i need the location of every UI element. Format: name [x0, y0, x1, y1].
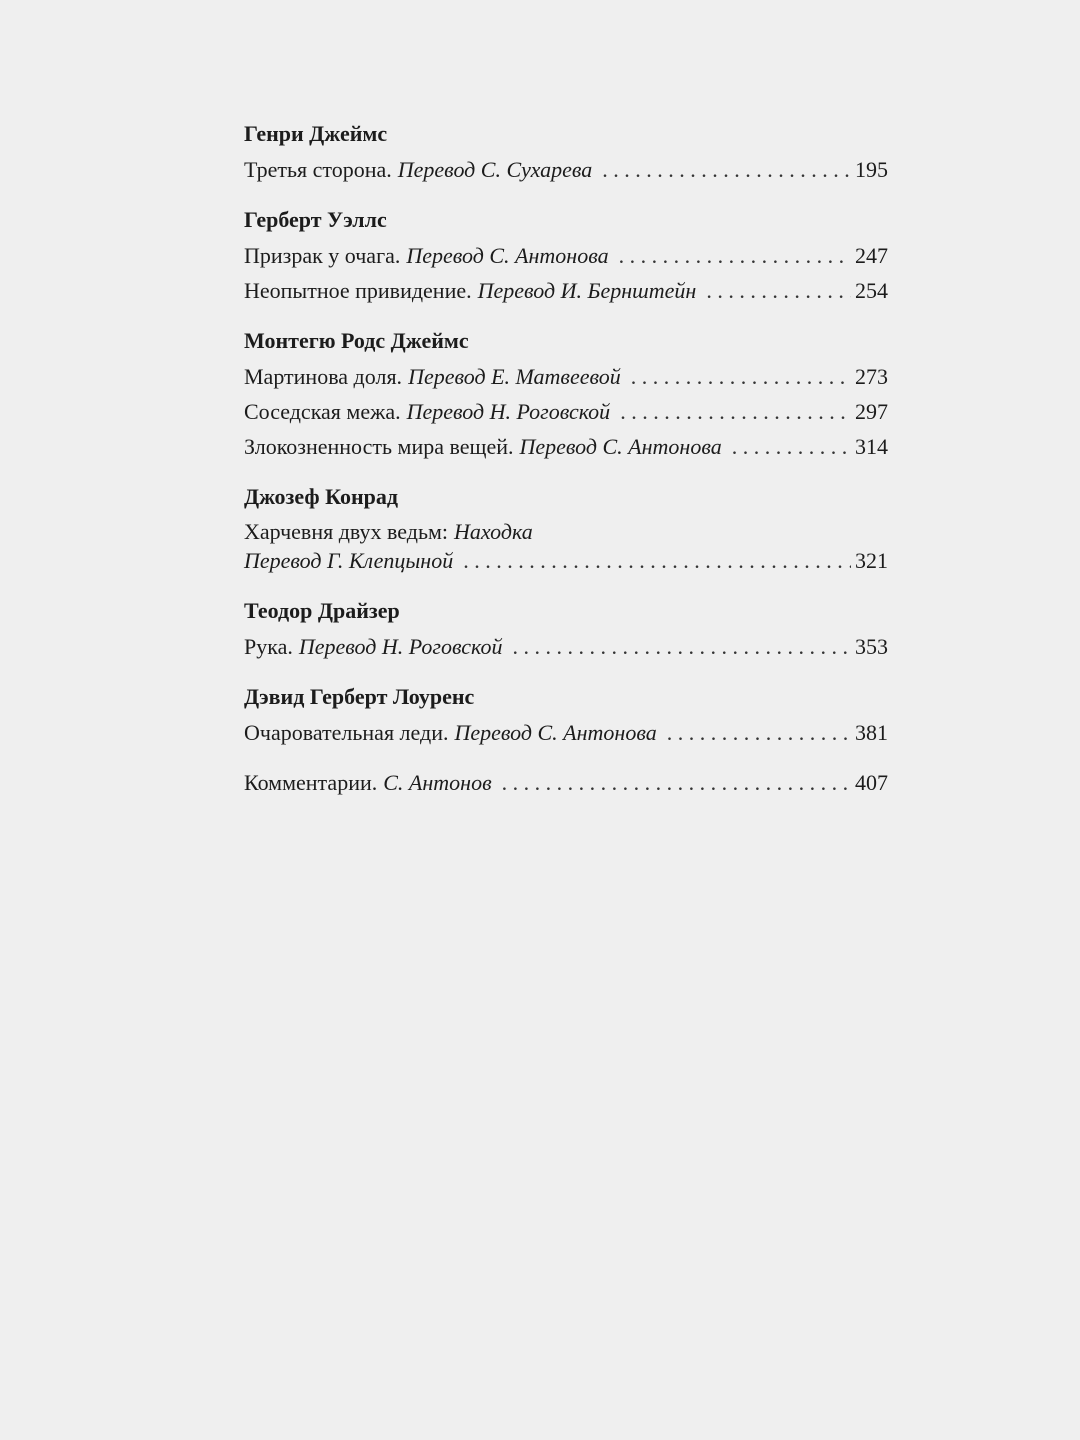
entry-title: Призрак у очага. [244, 243, 401, 268]
page-number: 254 [855, 278, 888, 303]
page-number: 353 [855, 634, 888, 659]
section-henry-james [244, 116, 888, 187]
section-david-herbert-lawrence [244, 679, 888, 750]
entry-subtitle: Находка [454, 519, 533, 544]
toc-entry[interactable] [244, 629, 888, 664]
entry-title: Соседская межа. [244, 399, 401, 424]
page-number: 321 [855, 548, 888, 573]
page-number: 195 [855, 157, 888, 182]
section-montague-rhodes-james [244, 323, 888, 464]
entry-title: Очаровательная леди. [244, 720, 449, 745]
page-number: 273 [855, 364, 888, 389]
dot-leader [706, 273, 851, 308]
page-number: 407 [855, 770, 888, 795]
dot-leader [620, 394, 851, 429]
toc-entry[interactable] [244, 543, 888, 578]
author-name: Джозеф Конрад [244, 484, 399, 509]
page-number: 314 [855, 434, 888, 459]
entry-translator: Перевод Н. Роговской [298, 634, 503, 659]
dot-leader [512, 629, 851, 664]
author-name: Герберт Уэллс [244, 207, 387, 232]
toc-entry[interactable] [244, 429, 888, 464]
toc-entry[interactable] [244, 238, 888, 273]
entry-title: Мартинова доля. [244, 364, 403, 389]
entry-translator: Перевод С. Антонова [406, 243, 609, 268]
entry-translator: С. Антонов [383, 770, 492, 795]
author-name: Монтегю Родс Джеймс [244, 328, 469, 353]
page-number: 297 [855, 399, 888, 424]
entry-title: Комментарии. [244, 770, 378, 795]
entry-translator: Перевод С. Антонова [454, 720, 657, 745]
section-theodore-dreiser [244, 593, 888, 664]
entry-translator: Перевод И. Бернштейн [477, 278, 697, 303]
page-number: 247 [855, 243, 888, 268]
author-name: Дэвид Герберт Лоуренс [244, 684, 475, 709]
entry-title: Третья сторона. [244, 157, 392, 182]
toc-entry[interactable] [244, 715, 888, 750]
entry-translator: Перевод С. Антонова [519, 434, 722, 459]
dot-leader [732, 429, 851, 464]
dot-leader [502, 765, 851, 800]
entry-translator: Перевод С. Сухарева [397, 157, 593, 182]
table-of-contents [244, 116, 888, 800]
dot-leader [619, 238, 851, 273]
entry-title: Злокозненность мира вещей. [244, 434, 514, 459]
toc-entry[interactable] [244, 359, 888, 394]
author-name: Теодор Драйзер [244, 598, 400, 623]
author-name: Генри Джеймс [244, 121, 388, 146]
toc-entry[interactable] [244, 273, 888, 308]
toc-entry-title-line[interactable] [244, 515, 888, 543]
dot-leader [631, 359, 851, 394]
toc-entry-comments[interactable] [244, 765, 888, 800]
section-joseph-conrad [244, 479, 888, 578]
page-number: 381 [855, 720, 888, 745]
section-herbert-wells [244, 202, 888, 308]
toc-entry[interactable] [244, 394, 888, 429]
entry-translator: Перевод Е. Матвеевой [408, 364, 621, 389]
dot-leader [463, 543, 851, 578]
entry-title: Рука. [244, 634, 293, 659]
entry-translator: Перевод Н. Роговской [406, 399, 611, 424]
dot-leader [602, 152, 851, 187]
toc-entry[interactable] [244, 152, 888, 187]
dot-leader [667, 715, 851, 750]
entry-title: Неопытное привидение. [244, 278, 472, 303]
entry-translator: Перевод Г. Клепцыной [244, 548, 454, 573]
entry-title: Харчевня двух ведьм: [244, 519, 449, 544]
